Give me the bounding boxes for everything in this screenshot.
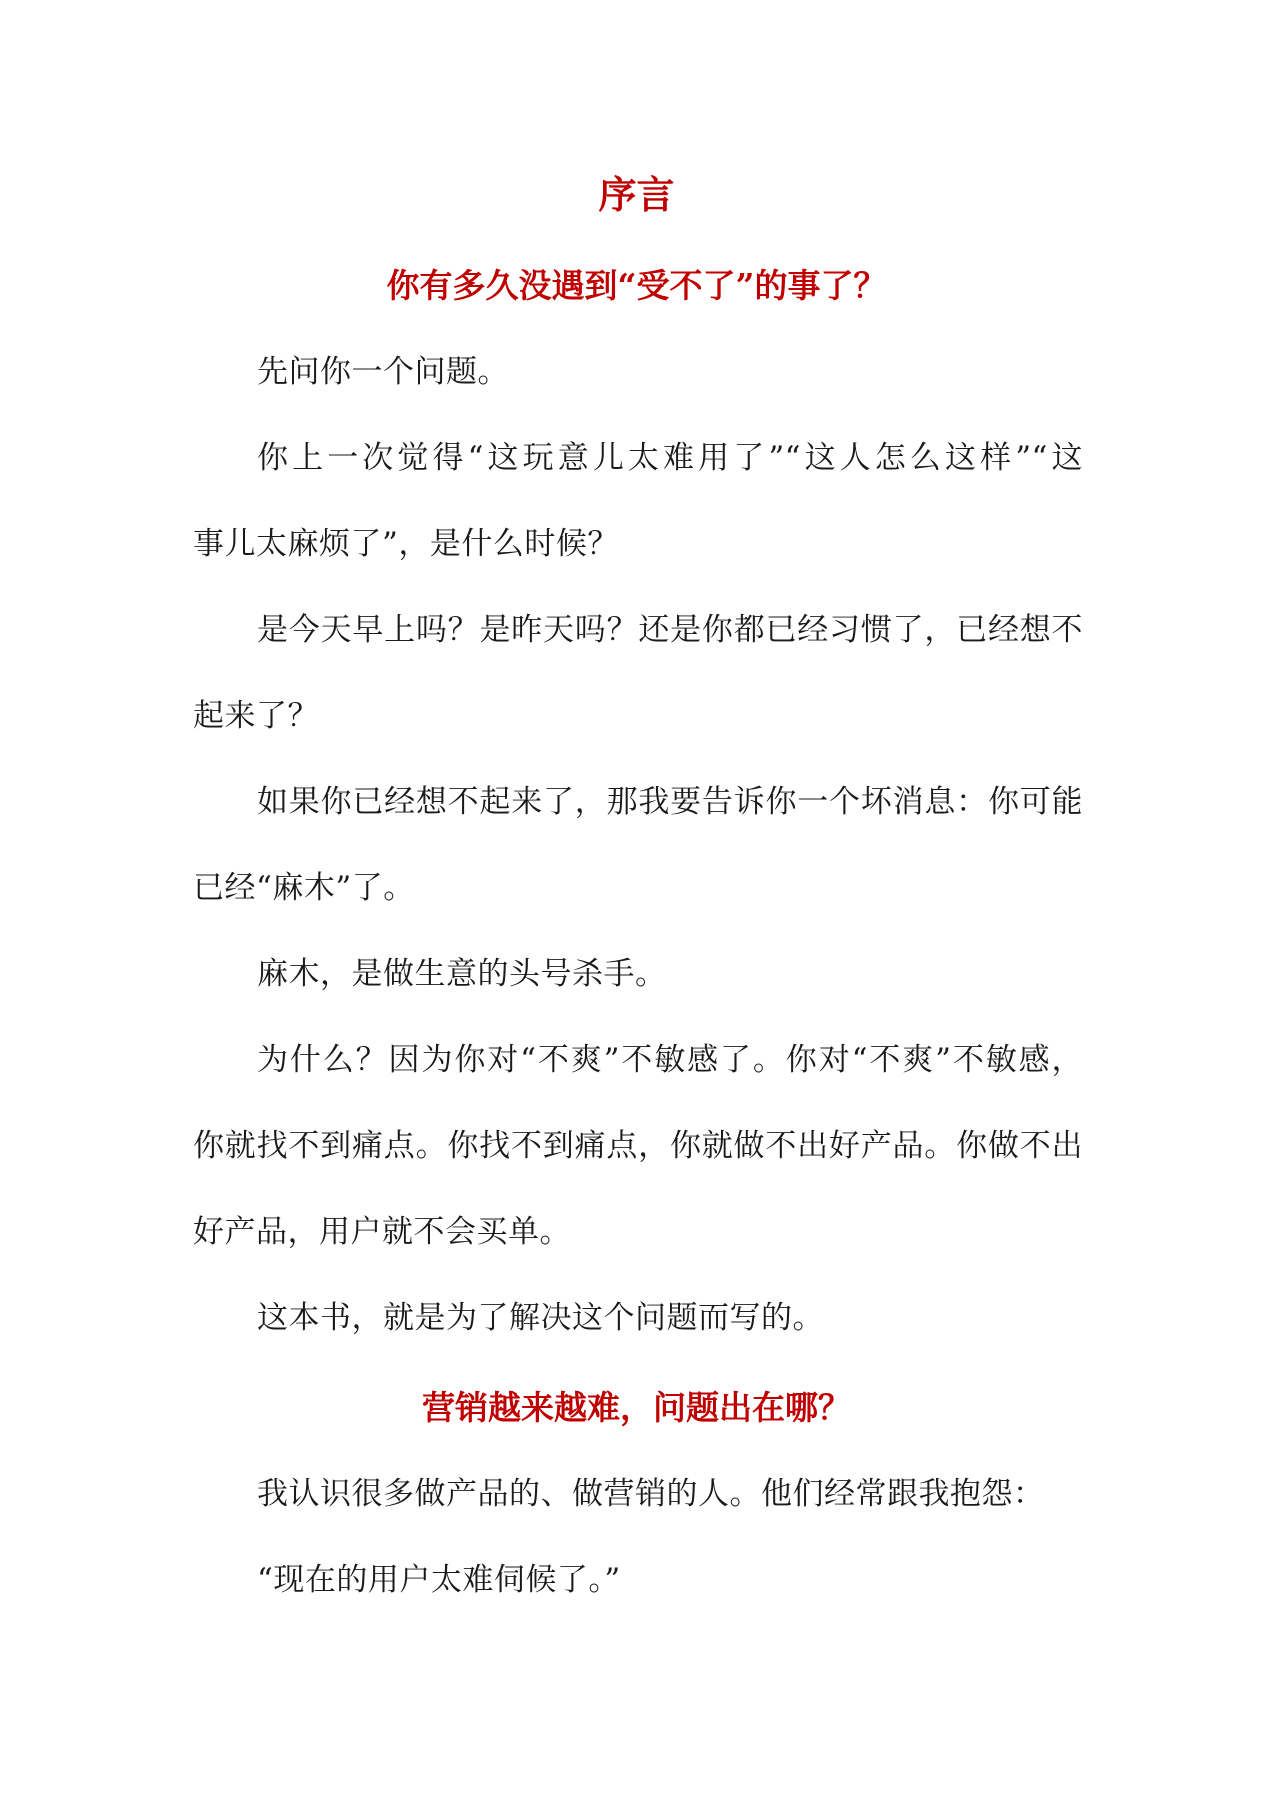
paragraph-line: 事儿太麻烦了”，是什么时候？ <box>193 526 619 562</box>
page-title: 序言 <box>598 172 675 217</box>
paragraph-line: 好产品，用户就不会买单。 <box>193 1214 571 1250</box>
paragraph-line: 你就找不到痛点。你找不到痛点，你就做不出好产品。你做不出 <box>193 1128 1083 1164</box>
section-heading-2: 营销越来越难，问题出在哪？ <box>422 1388 851 1427</box>
paragraph-line: 这本书，就是为了解决这个问题而写的。 <box>257 1300 824 1336</box>
paragraph-line: 已经“麻木”了。 <box>193 870 415 906</box>
paragraph-line: 起来了？ <box>193 698 319 734</box>
paragraph-line: 为什么？因为你对“不爽”不敏感了。你对“不爽”不敏感， <box>257 1042 1083 1078</box>
paragraph-line: 麻木，是做生意的头号杀手。 <box>257 956 667 992</box>
paragraph-line: 你上一次觉得“这玩意儿太难用了”“这人怎么这样”“这 <box>257 440 1083 476</box>
paragraph-line: 如果你已经想不起来了，那我要告诉你一个坏消息：你可能 <box>257 784 1083 820</box>
section-heading-1: 你有多久没遇到“受不了”的事了？ <box>386 266 887 305</box>
paragraph-line: “现在的用户太难伺候了。” <box>257 1562 621 1598</box>
paragraph-line: 我认识很多做产品的、做营销的人。他们经常跟我抱怨： <box>257 1476 1045 1512</box>
paragraph-line: 是今天早上吗？是昨天吗？还是你都已经习惯了，已经想不 <box>257 612 1083 648</box>
paragraph-line: 先问你一个问题。 <box>257 354 509 390</box>
